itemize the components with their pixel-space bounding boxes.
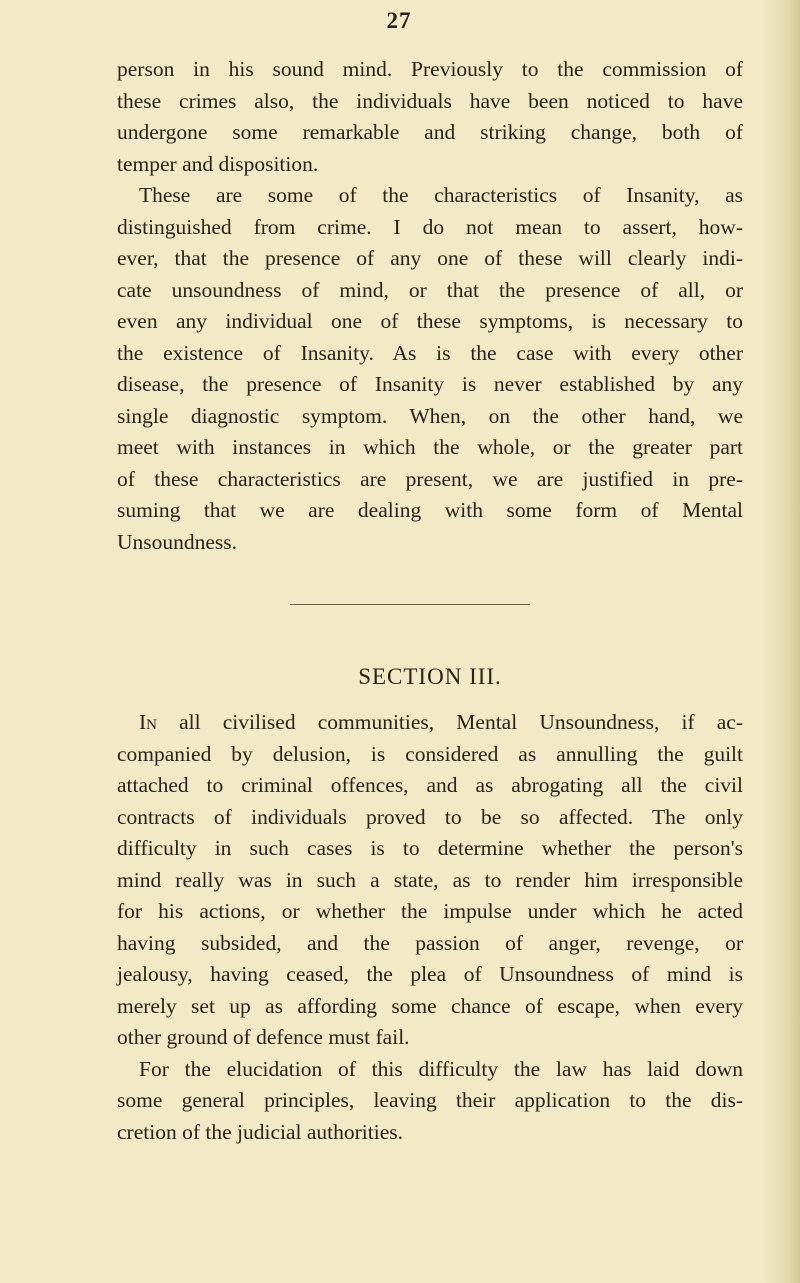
paragraph-characteristics [117, 180, 743, 558]
text-line: suming that we are dealing with some form of Mental [117, 498, 743, 522]
drop-word: In [139, 710, 157, 734]
text-line: these crimes also, the individuals have been noticed to have [117, 88, 743, 113]
text-line: mind really was in such a state, as to render him irresponsible [117, 867, 743, 892]
text-line: of these characteristics are present, we are justified in pre- [117, 466, 743, 491]
text-line: jealousy, having ceased, the plea of Unsoundness of mind is [117, 962, 743, 986]
text-line: attached to criminal offences, and as abrogating all the civil [117, 773, 743, 797]
text-line: For the elucidation of this difficulty the law has laid down [139, 1056, 743, 1081]
page-number: 27 [386, 8, 412, 33]
text-line: having subsided, and the passion of anger, revenge, or [117, 930, 743, 955]
text-line: cretion of the judicial authorities. [117, 1119, 403, 1144]
text-line: person in his sound mind. Previously to the commission of [117, 57, 743, 81]
first-line-rest: all civilised communities, Mental Unsoundness, if ac- [157, 710, 743, 734]
upper-text-block [117, 54, 743, 558]
paragraph-continued [117, 54, 743, 180]
text-line: contracts of individuals proved to be so affected. The only [117, 804, 743, 829]
text-line: companied by delusion, is considered as annulling the guilt [117, 741, 743, 766]
text-line: single diagnostic symptom. When, on the other hand, we [117, 403, 743, 428]
text-line: even any individual one of these symptoms, is necessary to [117, 309, 743, 333]
paragraph-elucidation [117, 1054, 743, 1149]
text-line: the existence of Insanity. As is the case with every other [117, 340, 743, 365]
text-line: some general principles, leaving their application to the dis- [117, 1088, 743, 1112]
text-line-first [117, 707, 743, 739]
text-line: cate unsoundness of mind, or that the presence of all, or [117, 277, 743, 302]
text-line: merely set up as affording some chance of escape, when every [117, 993, 743, 1018]
text-line: meet with instances in which the whole, or the greater part [117, 435, 743, 459]
text-line: distinguished from crime. I do not mean to assert, how- [117, 214, 743, 239]
section-heading: SECTION III. [358, 664, 502, 689]
text-line: Unsoundness. [117, 529, 238, 554]
text-line: for his actions, or whether the impulse under which he acted [117, 899, 743, 923]
text-line: difficulty in such cases is to determine whether the person's [117, 836, 743, 860]
text-line: temper and disposition. [117, 151, 319, 176]
text-line: undergone some remarkable and striking change, both of [117, 120, 743, 144]
text-line: disease, the presence of Insanity is never established by any [117, 372, 743, 396]
text-line: ever, that the presence of any one of these will clearly indi- [117, 246, 743, 270]
text-line: These are some of the characteristics of Insanity, as [139, 183, 743, 207]
text-line: other ground of defence must fail. [117, 1025, 410, 1049]
paragraph-civilised-communities [117, 707, 743, 1054]
lower-text-block [117, 707, 743, 1148]
page-edge-shadow [762, 0, 800, 1283]
section-divider-rule [290, 604, 530, 605]
